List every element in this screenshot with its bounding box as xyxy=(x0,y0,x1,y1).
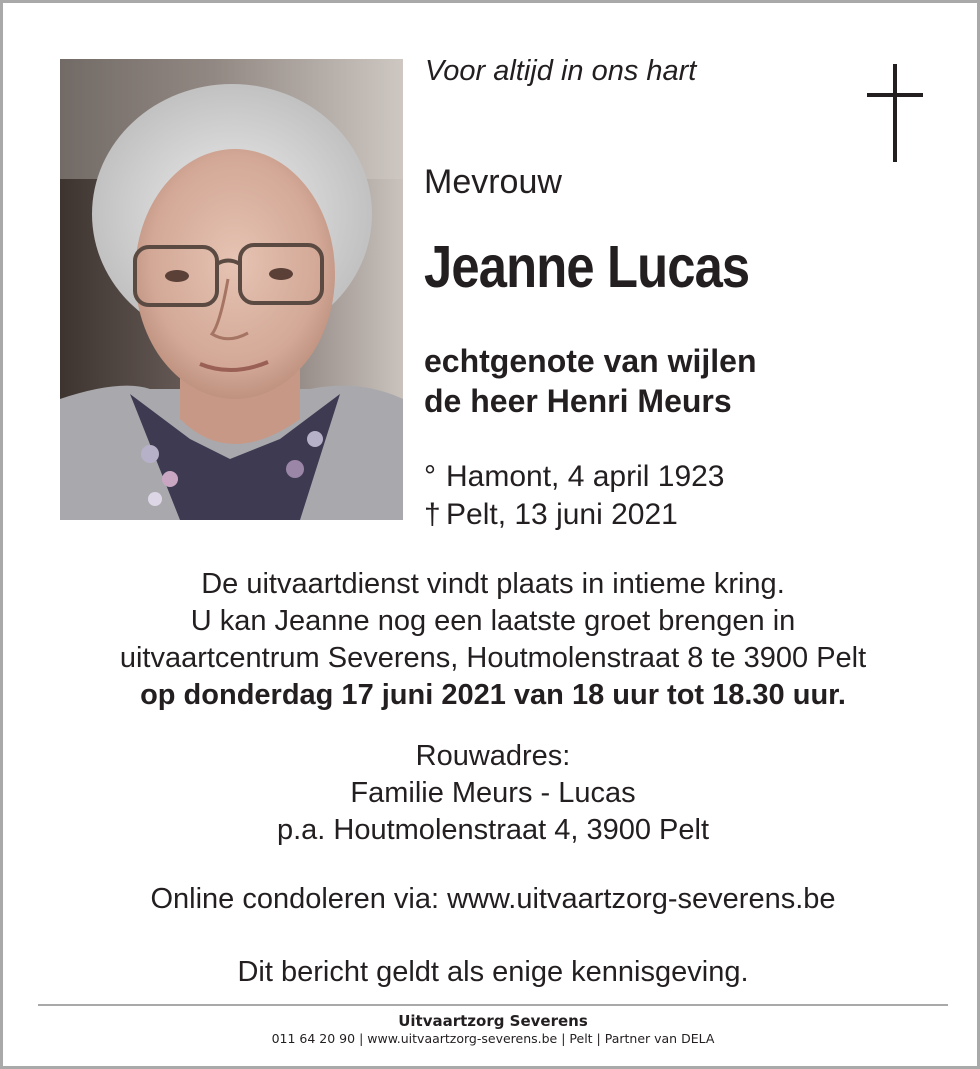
death-row xyxy=(424,496,725,534)
portrait-photo xyxy=(60,59,403,520)
spouse-line-2: de heer Henri Meurs xyxy=(424,383,732,419)
address-family: Familie Meurs - Lucas xyxy=(350,777,636,809)
footer-company: Uitvaartzorg Severens xyxy=(398,1012,588,1030)
birth-date: Hamont, 4 april 1923 xyxy=(446,460,725,493)
cross-icon xyxy=(865,64,925,162)
address-label: Rouwadres: xyxy=(415,740,571,772)
salutation: Mevrouw xyxy=(424,163,562,201)
address-street: p.a. Houtmolenstraat 4, 3900 Pelt xyxy=(276,814,710,846)
life-dates xyxy=(424,458,725,534)
service-line-2: U kan Jeanne nog een laatste groet brengen in xyxy=(190,605,796,637)
spouse-info xyxy=(424,341,757,421)
spouse-line-1: echtgenote van wijlen xyxy=(424,343,757,379)
service-date: op donderdag 17 juni 2021 van 18 uur tot 18.30 uur. xyxy=(140,679,846,711)
notice-text: Dit bericht geldt als enige kennisgeving. xyxy=(237,956,749,988)
deceased-name: Jeanne Lucas xyxy=(424,234,750,300)
service-line-3: uitvaartcentrum Severens, Houtmolenstraat 8 te 3900 Pelt xyxy=(119,642,867,674)
online-condolence: Online condoleren via: www.uitvaartzorg-severens.be xyxy=(150,883,836,915)
footer-divider xyxy=(38,1004,948,1006)
death-date: Pelt, 13 juni 2021 xyxy=(446,498,678,531)
service-info xyxy=(3,566,980,714)
birth-row xyxy=(424,458,725,496)
footer-contact: 011 64 20 90 | www.uitvaartzorg-severens.be | Pelt | Partner van DELA xyxy=(271,1031,715,1046)
tagline: Voor altijd in ons hart xyxy=(425,55,697,87)
birth-symbol: ° xyxy=(424,460,436,493)
service-line-1: De uitvaartdienst vindt plaats in intieme kring. xyxy=(201,568,785,600)
mourning-address xyxy=(3,738,980,849)
death-symbol: † xyxy=(424,498,441,531)
